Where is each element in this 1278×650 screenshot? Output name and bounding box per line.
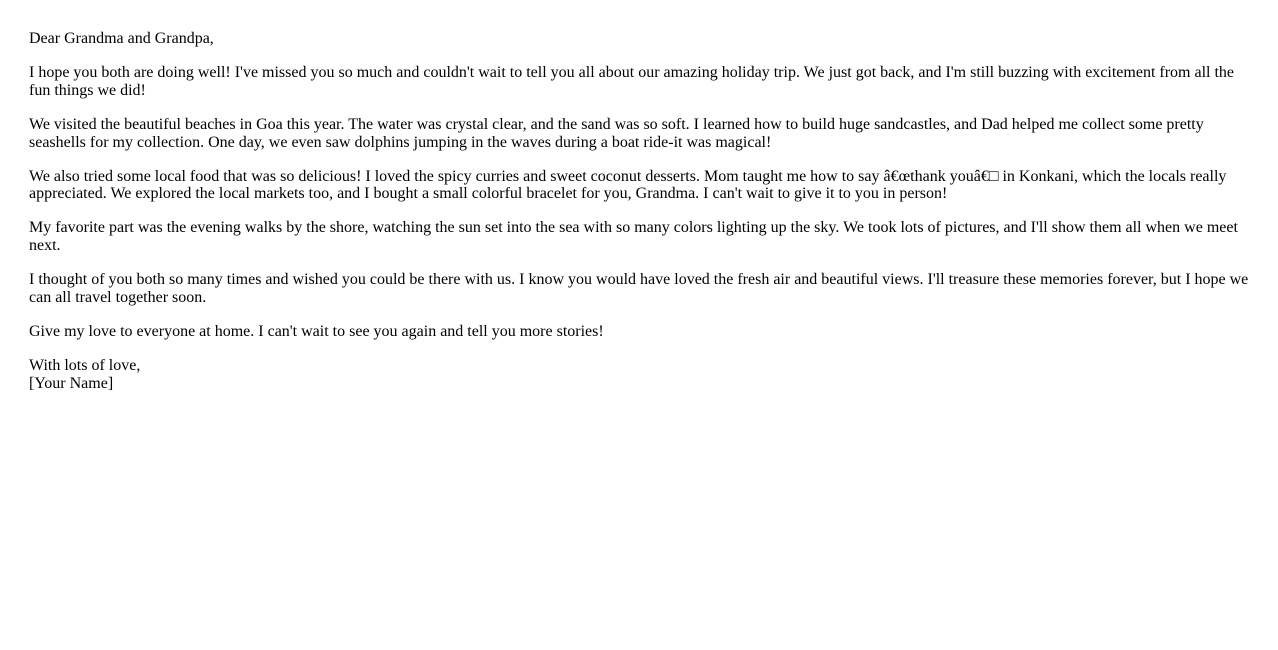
letter-salutation: Dear Grandma and Grandpa, [29, 30, 214, 47]
letter-paragraph-food: We also tried some local food that was so delicious! I loved the spicy curries and sweet coconut desserts. Mom taught me how to say â€œthank youâ€□ in Konkani, which the locals really appreciated. We explored the local markets too, and I bought a small colorful bracelet for you, Grandma. I can't wait to give it to you in person! [29, 167, 1227, 203]
letter-paragraph-missing-you: I thought of you both so many times and wished you could be there with us. I know you would have loved the fresh air and beautiful views. I'll treasure these memories forever, but I hope we can all travel together soon. [29, 271, 1249, 307]
letter-paragraph-intro: I hope you both are doing well! I've missed you so much and couldn't wait to tell you all about our amazing holiday trip. We just got back, and I'm still buzzing with excitement from all the fun things we did! [29, 63, 1235, 99]
letter-closing-valediction: With lots of love, [29, 356, 141, 374]
letter-paragraph-farewell: Give my love to everyone at home. I can't wait to see you again and tell you more stories! [29, 322, 604, 340]
letter-closing-signature-placeholder: [Your Name] [29, 374, 114, 392]
letter-paragraph-sunset: My favorite part was the evening walks by the shore, watching the sun set into the sea with so many colors lighting up the sky. We took lots of pictures, and I'll show them all when we meet next. [29, 219, 1238, 255]
letter-paragraph-beaches: We visited the beautiful beaches in Goa this year. The water was crystal clear, and the sand was so soft. I learned how to build huge sandcastles, and Dad helped me collect some pretty seashells for my collection. One day, we even saw dolphins jumping in the waves during a boat ride-it was magical! [29, 115, 1204, 151]
letter-closing [29, 357, 1249, 393]
